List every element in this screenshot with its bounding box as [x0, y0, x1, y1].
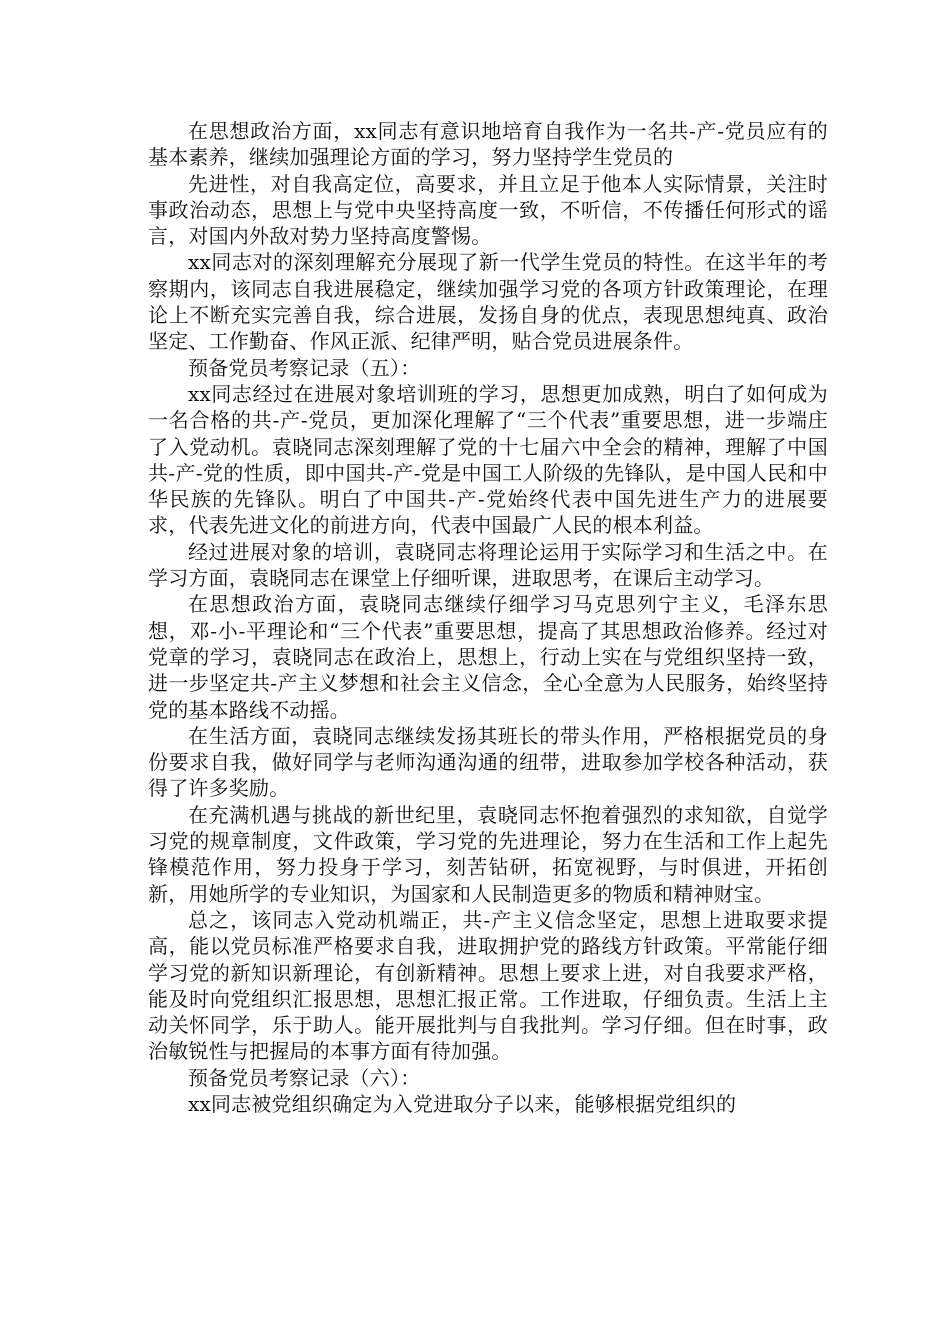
section-heading-5: 预备党员考察记录（五）：: [188, 355, 421, 380]
document-body: [148, 118, 828, 1117]
paragraph-5: 经过进展对象的培训，袁晓同志将理论运用于实际学习和生活之中。在学习方面，袁晓同志在课堂上仔细听课，进取思考，在课后主动学习。: [148, 539, 828, 591]
paragraph-6: 在思想政治方面，袁晓同志继续仔细学习马克思列宁主义，毛泽东思想，邓-小-平理论和“三个代表”重要思想，提高了其思想政治修养。经过对党章的学习，袁晓同志在政治上，思想上，行动上实在与党组织坚持一致，进一步坚定共-产主义梦想和社会主义信念，全心全意为人民服务，始终坚持党的基本路线不动摇。: [148, 592, 828, 722]
paragraph-2: 先进性，对自我高定位，高要求，并且立足于他本人实际情景，关注时事政治动态，思想上与党中央坚持高度一致，不听信，不传播任何形式的谣言，对国内外敌对势力坚持高度警惕。: [148, 171, 828, 249]
paragraph-8: 在充满机遇与挑战的新世纪里，袁晓同志怀抱着强烈的求知欲，自觉学习党的规章制度，文件政策，学习党的先进理论，努力在生活和工作上起先锋模范作用，努力投身于学习，刻苦钻研，拓宽视野，与时俱进，开拓创新，用她所学的专业知识，为国家和人民制造更多的物质和精神财宝。: [148, 802, 828, 906]
paragraph-9: 总之，该同志入党动机端正，共-产主义信念坚定，思想上进取要求提高，能以党员标准严格要求自我，进取拥护党的路线方针政策。平常能仔细学习党的新知识新理论，有创新精神。思想上要求上进，对自我要求严格，能及时向党组织汇报思想，思想汇报正常。工作进取，仔细负责。生活上主动关怀同学，乐于助人。能开展批判与自我批判。学习仔细。但在时事，政治敏锐性与把握局的本事方面有待加强。: [148, 907, 828, 1064]
paragraph-10: xx同志被党组织确定为入党进取分子以来，能够根据党组织的: [188, 1091, 737, 1116]
paragraph-7: 在生活方面，袁晓同志继续发扬其班长的带头作用，严格根据党员的身份要求自我，做好同学与老师沟通沟通的纽带，进取参加学校各种活动，获得了许多奖励。: [148, 723, 828, 801]
paragraph-3: xx同志对的深刻理解充分展现了新一代学生党员的特性。在这半年的考察期内，该同志自我进展稳定，继续加强学习党的各项方针政策理论，在理论上不断充实完善自我，综合进展，发扬自身的优点，表现思想纯真、政治坚定、工作勤奋、作风正派、纪律严明，贴合党员进展条件。: [148, 250, 828, 354]
paragraph-4: xx同志经过在进展对象培训班的学习，思想更加成熟，明白了如何成为一名合格的共-产-党员，更加深化理解了“三个代表”重要思想，进一步端庄了入党动机。袁晓同志深刻理解了党的十七届六中全会的精神，理解了中国共-产-党的性质，即中国共-产-党是中国工人阶级的先锋队，是中国人民和中华民族的先锋队。明白了中国共-产-党始终代表中国先进生产力的进展要求，代表先进文化的前进方向，代表中国最广人民的根本利益。: [148, 381, 828, 538]
section-heading-6: 预备党员考察记录（六）：: [188, 1065, 421, 1090]
paragraph-1: 在思想政治方面，xx同志有意识地培育自我作为一名共-产-党员应有的基本素养，继续加强理论方面的学习，努力坚持学生党员的: [148, 119, 828, 170]
